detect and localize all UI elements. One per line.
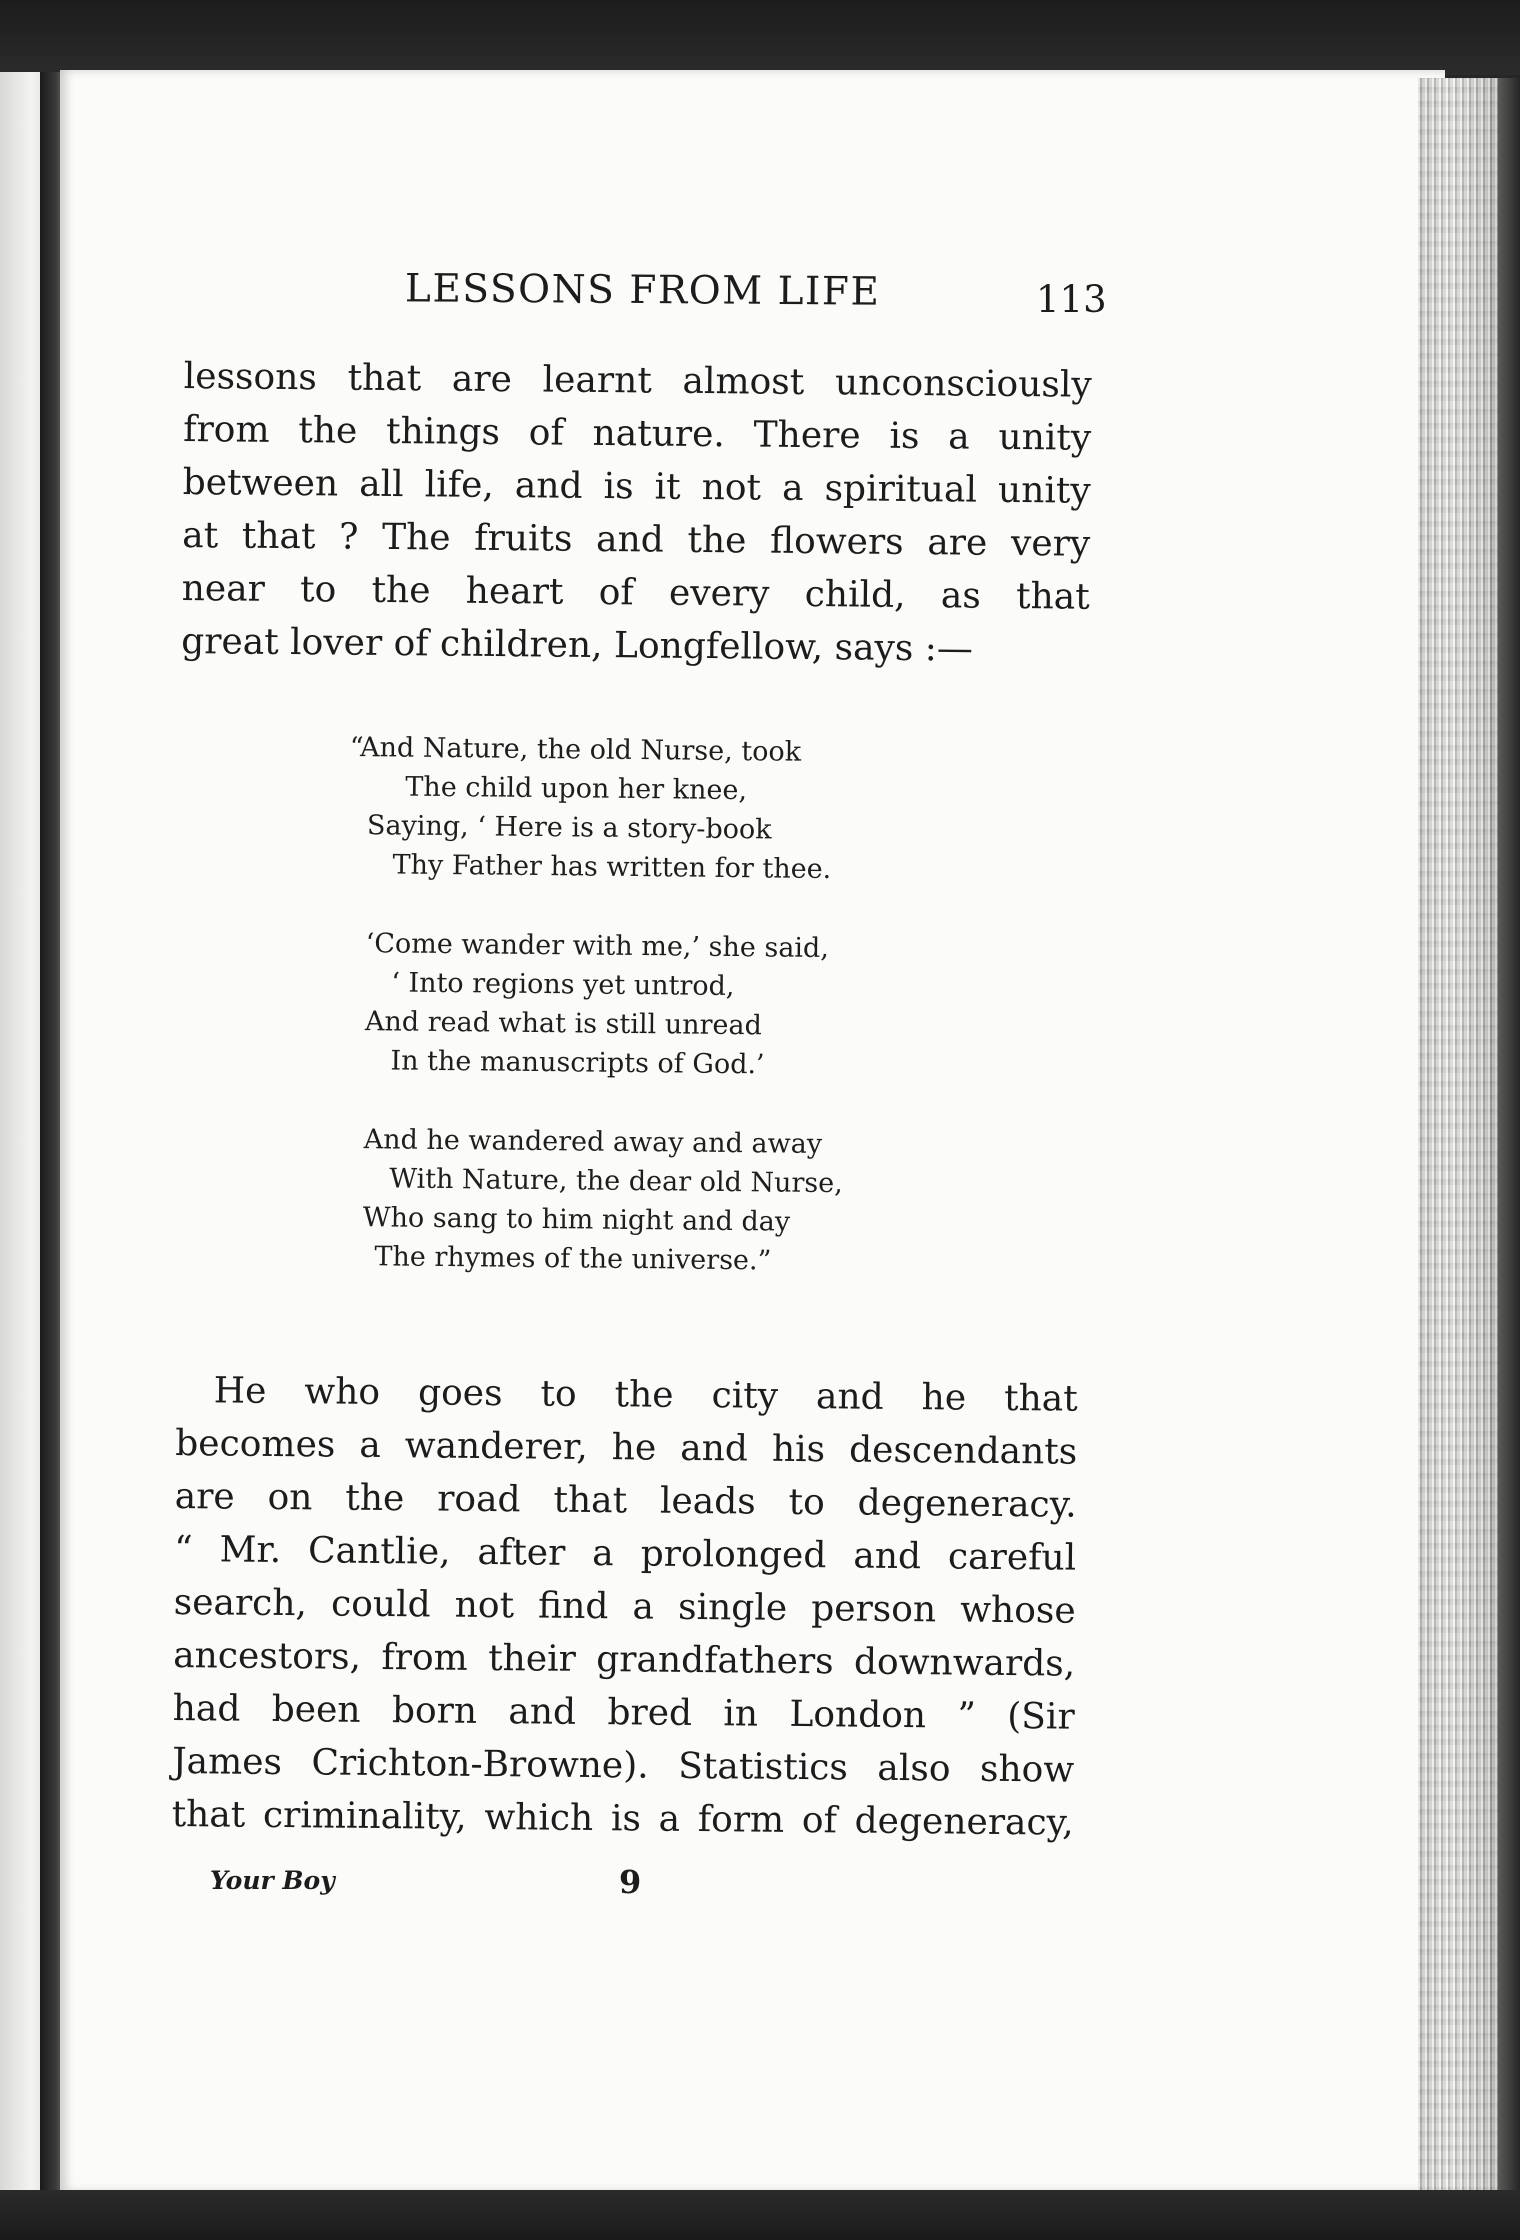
text-line: between all life, and is it not a spiritual unity	[182, 461, 1091, 512]
poem-stanza-1	[348, 728, 847, 889]
facing-page-edge	[0, 72, 44, 2192]
text-line: lessons that are learnt almost unconsciously	[183, 355, 1092, 406]
poem-line: ‘ Into regions yet untrod,	[391, 967, 735, 1003]
text-line: search, could not find a single person whose	[173, 1581, 1076, 1632]
poem-line: The rhymes of the universe.”	[374, 1241, 772, 1277]
poem-stanza-3	[344, 1120, 843, 1281]
page-number: 113	[1036, 278, 1107, 321]
poem-line: With Nature, the dear old Nurse,	[389, 1163, 843, 1200]
poem-line: Thy Father has written for thee.	[392, 849, 832, 886]
paragraph-1	[181, 350, 1092, 677]
poem-line: And read what is still unread	[364, 1006, 763, 1042]
scanner-bottom-border	[0, 2190, 1520, 2240]
text-line: had been born and bred in London ” (Sir	[172, 1687, 1075, 1738]
scanner-top-border	[0, 0, 1520, 75]
poem-line: The child upon her knee,	[405, 771, 748, 807]
text-line: at that ? The fruits and the flowers are very	[182, 514, 1091, 565]
longfellow-poem	[344, 728, 848, 1321]
poem-stanza-2	[346, 924, 845, 1085]
text-line: He who goes to the city and he that	[213, 1370, 1078, 1420]
poem-line: And he wandered away and away	[363, 1124, 823, 1160]
poem-line: ‘Come wander with me,’ she said,	[365, 928, 830, 965]
poem-line: “And Nature, the old Nurse, took	[349, 731, 802, 768]
text-line: great lover of children, Longfellow, says :—	[181, 620, 974, 670]
text-line: “ Mr. Cantlie, after a prolonged and careful	[174, 1528, 1077, 1579]
poem-line: Saying, ‘ Here is a story-book	[366, 810, 772, 846]
text-line: that criminality, which is a form of degeneracy,	[171, 1793, 1074, 1844]
text-line: becomes a wanderer, he and his descendants	[175, 1422, 1078, 1473]
text-line: ancestors, from their grandfathers downwards,	[173, 1634, 1076, 1685]
signature-title: Your Boy	[210, 1866, 335, 1895]
poem-line: In the manuscripts of God.’	[390, 1045, 765, 1081]
text-line: from the things of nature. There is a unity	[183, 408, 1092, 459]
poem-line: Who sang to him night and day	[362, 1202, 791, 1238]
page-edge-shadow	[1498, 78, 1520, 2190]
text-line: near to the heart of every child, as that	[181, 567, 1090, 618]
text-line: James Crichton-Browne). Statistics also show	[171, 1740, 1075, 1791]
signature-mark: 9	[619, 1863, 642, 1901]
page-block-edge	[1418, 78, 1500, 2190]
running-title: LESSONS FROM LIFE	[404, 266, 881, 315]
text-line: are on the road that leads to degeneracy.	[174, 1475, 1077, 1526]
paragraph-2	[171, 1364, 1078, 1850]
